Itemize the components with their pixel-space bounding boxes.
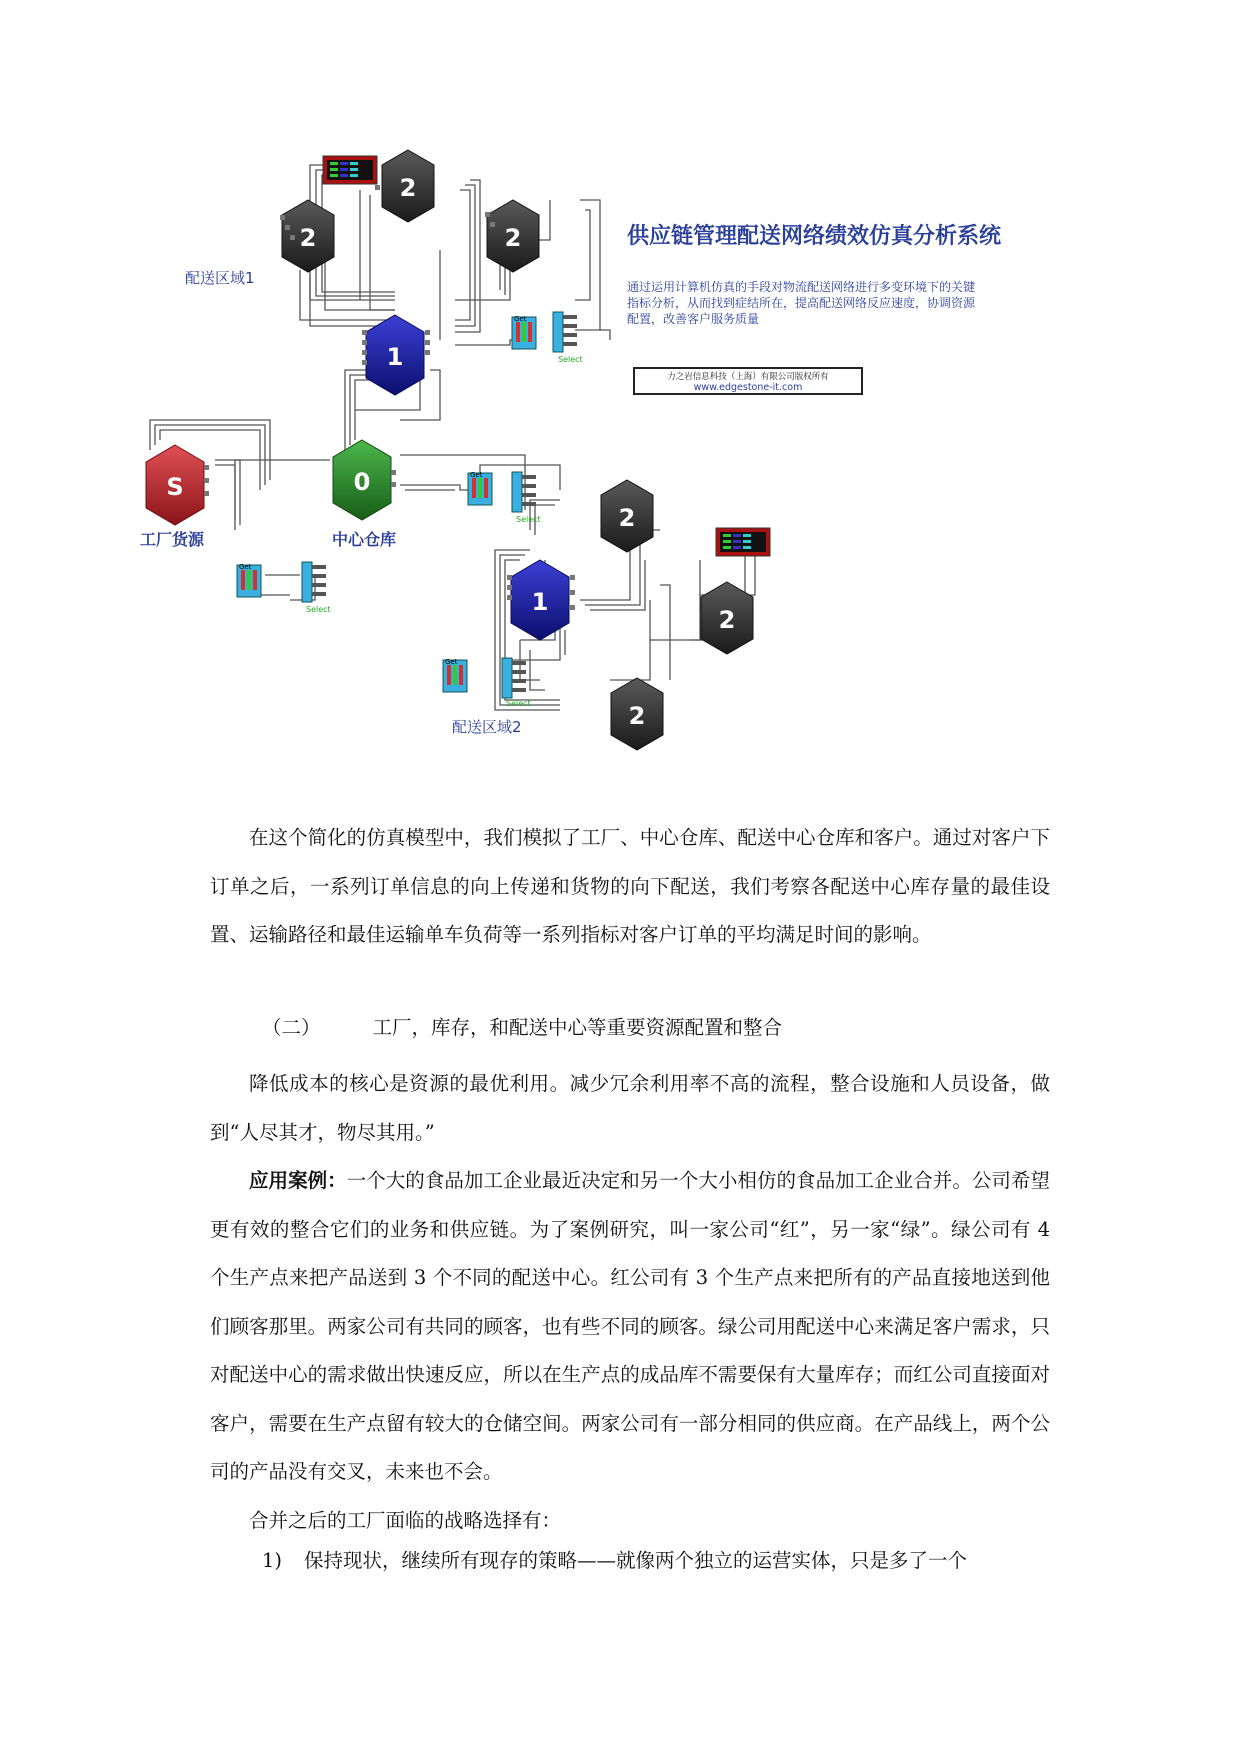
section-number: （二）	[262, 1016, 321, 1039]
customer-node	[487, 200, 539, 272]
svg-text:www.edgestone-it.com: www.edgestone-it.com	[693, 382, 803, 393]
svg-text:Select: Select	[506, 699, 531, 708]
paragraph-text: 降低成本的核心是资源的最优利用。减少冗余利用率不高的流程，整合设施和人员设备，做到“人尽其才，物尽其用。”	[210, 1072, 1050, 1144]
central-warehouse-node	[333, 440, 391, 520]
customer-node	[282, 200, 334, 272]
factory-label: 工厂货源	[140, 530, 205, 549]
region2-label: 配送区域2	[452, 718, 522, 736]
case-text: 一个大的食品加工企业最近决定和另一个大小相仿的食品加工企业合并。公司希望更有效的整合它们的业务和供应链。为了案例研究，叫一家公司“红”，另一家“绿”。绿公司有 4 个生产点来把产品送到 3 个不同的配送中心。红公司有 3 个生产点来把所有的产品直接地送到他们顾客那里。两家公司有共同的顾客，也有些不同的顾客。绿公司用配送中心来满足客户需求，只对配送中心的需求做出快速反应，所以在生产点的成品库不需要保有大量库存；而红公司直接面对客户，需要在生产点留有较大的仓储空间。两家公司有一部分相同的供应商。在产品线上，两个公司的产品没有交叉，未来也不会。	[210, 1169, 1050, 1483]
description-line: 配置，改善客户服务质量	[627, 312, 760, 326]
get-module	[237, 563, 261, 597]
svg-text:2: 2	[628, 702, 646, 730]
select-module	[553, 312, 583, 364]
svg-text:力之岩信息科技（上海）有限公司版权所有: 力之岩信息科技（上海）有限公司版权所有	[667, 372, 829, 382]
description-line: 指标分析，从而找到症结所在，提高配送网络反应速度，协调资源	[627, 296, 976, 310]
svg-text:1: 1	[386, 343, 404, 371]
svg-text:2: 2	[299, 224, 317, 252]
paragraph-cost	[210, 1060, 1050, 1157]
section-title: 工厂，库存，和配送中心等重要资源配置和整合	[372, 1016, 783, 1039]
display-monitor	[323, 156, 377, 184]
svg-text:Get: Get	[445, 658, 458, 666]
copyright-box	[634, 368, 862, 394]
list-text: 保持现状，继续所有现存的策略——就像两个独立的运营实体，只是多了一个	[304, 1549, 968, 1572]
customer-node	[382, 150, 434, 222]
svg-text:1: 1	[531, 588, 549, 616]
display-monitor	[716, 528, 770, 556]
paragraph-text	[210, 1157, 1050, 1497]
case-label: 应用案例：	[249, 1169, 347, 1192]
paragraph-simulation	[210, 814, 1050, 960]
list-item	[262, 1545, 967, 1573]
customer-node	[701, 582, 753, 654]
svg-text:0: 0	[353, 468, 371, 496]
svg-text:2: 2	[504, 224, 522, 252]
supply-chain-diagram	[0, 0, 1241, 780]
select-module	[302, 562, 331, 614]
svg-text:2: 2	[618, 504, 636, 532]
distribution-center-node	[511, 560, 569, 640]
region1-label: 配送区域1	[185, 269, 255, 287]
svg-text:Select: Select	[306, 605, 331, 614]
select-module	[512, 472, 541, 524]
paragraph-case	[210, 1157, 1050, 1497]
svg-text:Get: Get	[514, 315, 527, 323]
customer-node	[611, 678, 663, 750]
svg-text:S: S	[166, 473, 184, 501]
get-module	[468, 471, 492, 505]
paragraph-text: 合并之后的工厂面临的战略选择有：	[249, 1509, 562, 1532]
factory-node	[146, 445, 204, 525]
description-line: 通过运用计算机仿真的手段对物流配送网络进行多变环境下的关键	[627, 280, 976, 294]
select-module	[502, 658, 531, 708]
section-heading	[262, 1012, 782, 1040]
svg-text:Get: Get	[239, 563, 252, 571]
list-number: 1)	[262, 1549, 283, 1572]
paragraph-text: 在这个简化的仿真模型中，我们模拟了工厂、中心仓库、配送中心仓库和客户。通过对客户下订单之后，一系列订单信息的向上传递和货物的向下配送，我们考察各配送中心库存量的最佳设置、运输路径和最佳运输单车负荷等一系列指标对客户订单的平均满足时间的影响。	[210, 826, 1050, 946]
customer-node	[601, 480, 653, 552]
svg-text:2: 2	[718, 606, 736, 634]
diagram-title: 供应链管理配送网络绩效仿真分析系统	[627, 224, 1002, 249]
get-module	[512, 315, 536, 349]
svg-text:Get: Get	[470, 471, 483, 479]
distribution-center-node	[366, 315, 424, 395]
paragraph-options	[210, 1497, 1050, 1546]
svg-text:2: 2	[399, 174, 417, 202]
svg-text:Select: Select	[558, 355, 583, 364]
svg-text:Select: Select	[516, 515, 541, 524]
get-module	[443, 658, 467, 692]
central-label: 中心仓库	[332, 530, 397, 549]
